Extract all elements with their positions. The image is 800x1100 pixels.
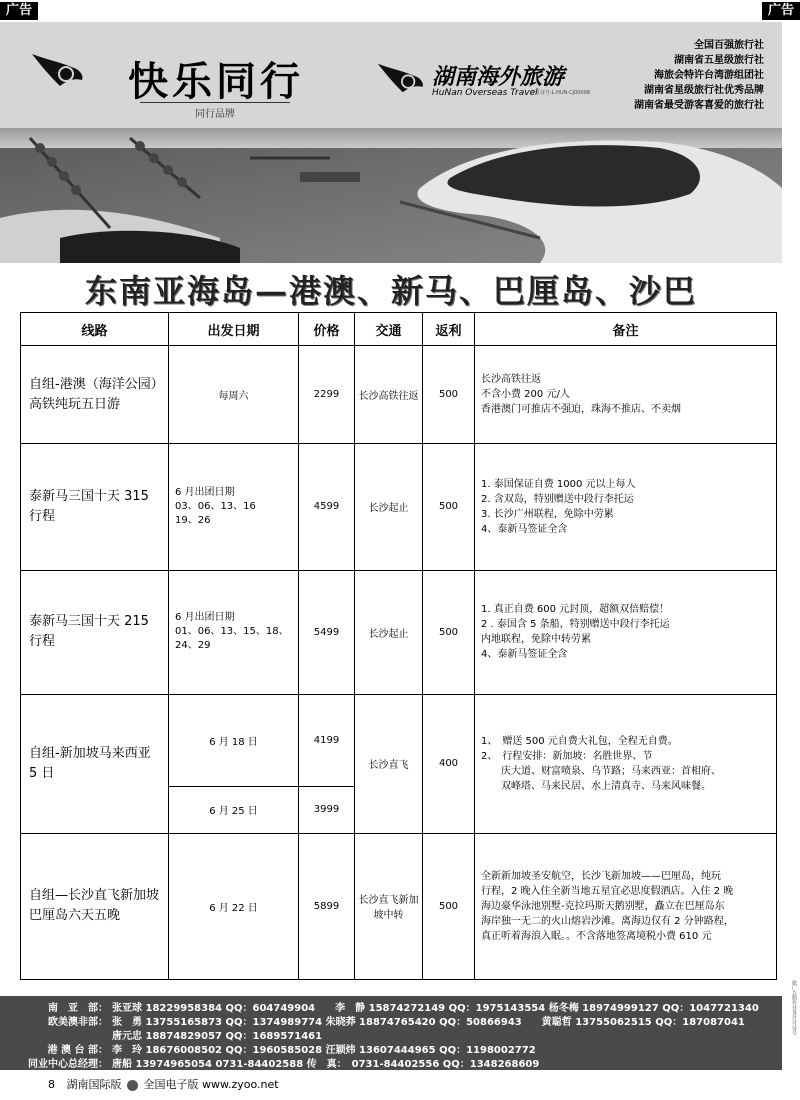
site-link[interactable]: 全国电子版 www.zyoo.net	[143, 1078, 279, 1091]
date-line: 6 月出团日期	[175, 486, 235, 498]
page-footer	[48, 1076, 279, 1092]
column-header: 返利	[423, 313, 475, 346]
bird-logo-icon	[30, 50, 86, 90]
note-line: 全新新加坡圣安航空，长沙飞新加坡——巴厘岛，纯玩	[481, 870, 721, 882]
honor-item: 湖南省最受游客喜爱的旅行社	[634, 100, 764, 111]
route-cell: 自组-新加坡马来西亚 5 日	[21, 695, 169, 833]
date-line: 01、06、13、15、18、	[175, 626, 289, 638]
tour-table	[20, 312, 777, 980]
date-cell	[169, 570, 299, 694]
note-line: 2 . 泰国含 5 条船，特别赠送中段行李托运	[481, 619, 670, 631]
transport-cell: 长沙起止	[355, 570, 423, 694]
note-line: 1、 赠送 500 元自费大礼包，全程无自费。	[481, 735, 678, 747]
brand-name: 快乐同行	[128, 58, 304, 105]
transport-cell: 长沙直飞	[355, 695, 423, 833]
contact-text: 张亚球 18229958384 QQ：604749904 李 静 15874272149 QQ：1975143554 杨冬梅 18974999127 QQ：1047721340	[112, 1003, 759, 1014]
table-row	[21, 570, 777, 694]
note-line: 海岸独一无二的火山熔岩沙滩。离海边仅有 2 分钟路程，	[481, 915, 734, 927]
note-line: 2. 含双岛，特别赠送中段行李托运	[481, 493, 634, 505]
note-line: 庆大道、财富喷泉、乌节路；马来西亚：首相府、	[481, 765, 721, 777]
table-row	[21, 444, 777, 570]
rebate-cell: 500	[423, 833, 475, 980]
column-header: 交通	[355, 313, 423, 346]
table-row	[21, 346, 777, 444]
date-cell: 每周六	[169, 346, 299, 444]
contact-text: 唐元忠 18874829057 QQ：1689571461	[112, 1031, 323, 1042]
contact-row	[0, 1058, 782, 1072]
column-header: 线路	[21, 313, 169, 346]
note-line: 4、泰新马签证全含	[481, 523, 568, 535]
note-line: 行程，2 晚入住全新当地五星宜必思度假酒店。入住 2 晚	[481, 885, 734, 897]
route-cell: 自组-港澳（海洋公园）高铁纯玩五日游	[21, 346, 169, 444]
contact-row	[0, 1016, 782, 1030]
date-cell: 6 月 25 日	[169, 787, 299, 833]
contact-text: 张 勇 13755165873 QQ：1374989774 朱晓莽 18874765420 QQ：50866943 黄聪哲 13755062515 QQ：187087041	[112, 1017, 745, 1028]
side-note: 旅广告制作业务许可证号	[791, 980, 797, 1035]
department-label: 港 澳 台 部：	[47, 1045, 108, 1056]
department-label: 南 亚 部：	[48, 1003, 108, 1014]
column-header: 价格	[299, 313, 355, 346]
ad-tag-left: 广告	[0, 2, 38, 20]
honor-item: 湖南省星级旅行社优秀品牌	[644, 85, 764, 96]
department-label: 同业中心总经理：	[28, 1059, 108, 1070]
contact-row	[0, 1030, 782, 1044]
column-header: 备注	[475, 313, 777, 346]
honor-item: 全国百强旅行社	[694, 40, 764, 51]
contact-text: 李 玲 18676008502 QQ：1960585028 汪颖炜 13607444965 QQ：1198002772	[112, 1045, 536, 1056]
date-line: 03、06、13、16	[175, 500, 256, 512]
contact-row	[0, 1044, 782, 1058]
note-line: 2、 行程安排：新加坡：名胜世界、节	[481, 750, 653, 762]
page-title: 东南亚海岛—港澳、新马、巴厘岛、沙巴	[84, 272, 697, 310]
price-cell: 5499	[299, 570, 355, 694]
date-line: 6 月出团日期	[175, 612, 235, 624]
hunan-bird-logo-icon	[376, 60, 426, 96]
contact-text: 唐船 13974965054 0731-84402588 传 真： 0731-84402556 QQ：1348268609	[112, 1059, 540, 1070]
page-number: 8	[48, 1078, 55, 1091]
hunan-company-name: 湖南海外旅游	[432, 65, 565, 90]
price-cell: 4199	[299, 695, 355, 787]
edition-label: 湖南国际版	[66, 1078, 122, 1091]
date-cell: 6 月 18 日	[169, 695, 299, 787]
note-line: 内地联程，免除中转劳累	[481, 634, 591, 646]
island-photo	[0, 128, 782, 263]
license-number: 许可证号:L-HUN-CJ00008	[530, 90, 591, 96]
honors-list	[634, 38, 764, 113]
price-cell: 5899	[299, 833, 355, 980]
honor-item: 海旅会特许台湾游组团社	[654, 70, 764, 81]
route-cell: 泰新马三国十天 315 行程	[21, 444, 169, 570]
contact-panel	[0, 996, 782, 1070]
note-line: 真正听着海浪入眠。。不含落地签离境税小费 610 元	[481, 930, 712, 942]
ad-tag-right: 广告	[762, 2, 800, 20]
globe-icon	[127, 1080, 138, 1091]
price-cell: 4599	[299, 444, 355, 570]
note-line: 不含小费 200 元/人	[481, 389, 570, 401]
department-label: 欧美澳非部：	[48, 1017, 108, 1028]
brand-header	[0, 22, 782, 129]
date-line: 24、29	[175, 640, 211, 652]
table-row	[21, 695, 777, 787]
rebate-cell: 500	[423, 444, 475, 570]
table-row	[21, 833, 777, 980]
notes-cell	[475, 346, 777, 444]
note-line: 双峰塔、马来民居、水上清真寺、马来风味餐。	[481, 780, 711, 792]
contact-row	[0, 1002, 782, 1016]
date-line: 19、26	[175, 514, 211, 526]
transport-cell: 长沙高铁往返	[355, 346, 423, 444]
route-cell: 自组—长沙直飞新加坡巴厘岛六天五晚	[21, 833, 169, 980]
note-line: 海边豪华泳池别墅-克拉玛斯天鹅别墅，矗立在巴厘岛东	[481, 900, 725, 912]
note-line: 1. 泰国保证自费 1000 元以上每人	[481, 478, 636, 490]
brand-slogan: 同行品牌	[140, 102, 290, 120]
transport-cell: 长沙直飞新加坡中转	[355, 833, 423, 980]
rebate-cell: 500	[423, 346, 475, 444]
date-cell: 6 月 22 日	[169, 833, 299, 980]
honor-item: 湖南省五星级旅行社	[674, 55, 764, 66]
column-header: 出发日期	[169, 313, 299, 346]
table-header-row	[21, 313, 777, 346]
note-line: 3. 长沙广州联程，免除中劳累	[481, 508, 614, 520]
rebate-cell: 400	[423, 695, 475, 833]
notes-cell	[475, 570, 777, 694]
hunan-company-english: HuNan Overseas Travel	[432, 88, 538, 98]
price-cell: 2299	[299, 346, 355, 444]
notes-cell	[475, 695, 777, 833]
notes-cell	[475, 444, 777, 570]
rebate-cell: 500	[423, 570, 475, 694]
note-line: 4、泰新马签证全含	[481, 649, 568, 661]
note-line: 1. 真正自费 600 元封顶，超额双倍赔偿！	[481, 604, 670, 616]
route-cell: 泰新马三国十天 215 行程	[21, 570, 169, 694]
transport-cell: 长沙起止	[355, 444, 423, 570]
price-cell: 3999	[299, 787, 355, 833]
notes-cell	[475, 833, 777, 980]
note-line: 长沙高铁往返	[481, 374, 541, 386]
note-line: 香港澳门可推店不强迫，珠海不推店、不卖烟	[481, 404, 681, 416]
date-cell	[169, 444, 299, 570]
